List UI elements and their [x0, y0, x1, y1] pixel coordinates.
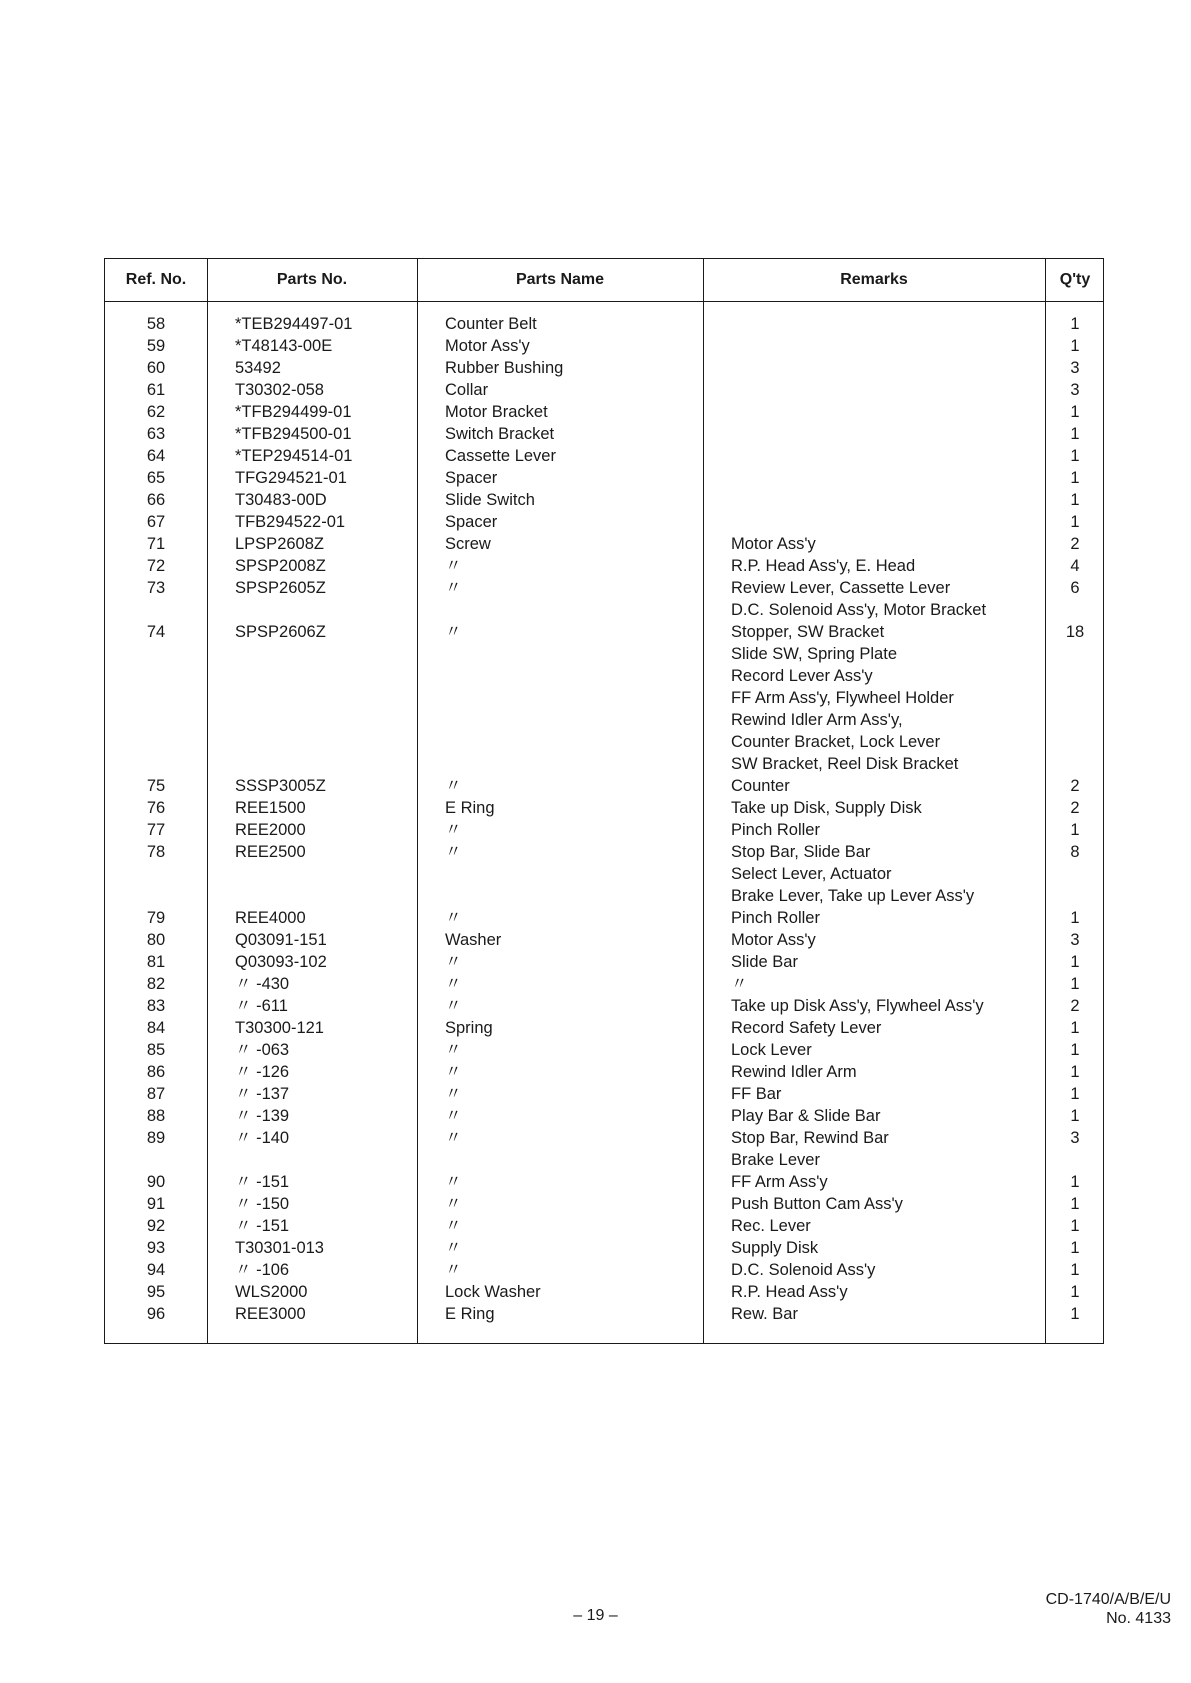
- cell-ref-no: 63: [146, 425, 166, 443]
- cell-ref-no: 90: [146, 1173, 166, 1191]
- cell-parts-name: Slide Switch: [445, 491, 535, 509]
- cell-parts-name: 〃: [445, 557, 462, 575]
- cell-ref-no: 84: [146, 1019, 166, 1037]
- cell-parts-name: Rubber Bushing: [445, 359, 564, 377]
- cell-parts-no: 〃 -063: [235, 1041, 290, 1059]
- cell-remarks: Brake Lever: [731, 1151, 820, 1169]
- cell-qty: 3: [1070, 381, 1080, 399]
- cell-parts-no: LPSP2608Z: [235, 535, 324, 553]
- cell-parts-name: 〃: [445, 909, 462, 927]
- cell-parts-no: 〃 -430: [235, 975, 290, 993]
- cell-qty: 1: [1070, 1305, 1080, 1323]
- cell-parts-no: 〃 -151: [235, 1217, 290, 1235]
- cell-ref-no: 65: [146, 469, 166, 487]
- cell-qty: 1: [1070, 1085, 1080, 1103]
- cell-parts-name: 〃: [445, 997, 462, 1015]
- cell-parts-no: T30300-121: [235, 1019, 324, 1037]
- cell-parts-no: 〃 -139: [235, 1107, 290, 1125]
- cell-qty: 2: [1070, 535, 1080, 553]
- cell-qty: 1: [1070, 1261, 1080, 1279]
- cell-remarks: Play Bar & Slide Bar: [731, 1107, 881, 1125]
- cell-qty: 1: [1070, 953, 1080, 971]
- cell-qty: 1: [1070, 315, 1080, 333]
- cell-remarks: Pinch Roller: [731, 909, 820, 927]
- cell-parts-no: Q03091-151: [235, 931, 327, 949]
- cell-parts-name: Motor Bracket: [445, 403, 548, 421]
- cell-remarks: FF Arm Ass'y, Flywheel Holder: [731, 689, 954, 707]
- cell-ref-no: 89: [146, 1129, 166, 1147]
- cell-parts-name: 〃: [445, 1195, 462, 1213]
- cell-ref-no: 96: [146, 1305, 166, 1323]
- cell-qty: 1: [1070, 1107, 1080, 1125]
- cell-parts-no: 53492: [235, 359, 281, 377]
- cell-qty: 1: [1070, 1019, 1080, 1037]
- cell-ref-no: 78: [146, 843, 166, 861]
- header-parts-no: Parts No.: [276, 271, 348, 288]
- cell-ref-no: 93: [146, 1239, 166, 1257]
- cell-parts-no: TFB294522-01: [235, 513, 346, 531]
- cell-parts-no: SPSP2606Z: [235, 623, 326, 641]
- cell-remarks: Counter: [731, 777, 790, 795]
- cell-parts-no: SPSP2008Z: [235, 557, 326, 575]
- cell-parts-name: 〃: [445, 821, 462, 839]
- cell-remarks: SW Bracket, Reel Disk Bracket: [731, 755, 959, 773]
- cell-ref-no: 67: [146, 513, 166, 531]
- cell-qty: 1: [1070, 1195, 1080, 1213]
- cell-qty: 2: [1070, 799, 1080, 817]
- cell-parts-no: 〃 -126: [235, 1063, 290, 1081]
- cell-parts-no: SPSP2605Z: [235, 579, 326, 597]
- cell-remarks: Rec. Lever: [731, 1217, 811, 1235]
- cell-ref-no: 73: [146, 579, 166, 597]
- cell-parts-no: *TEB294497-01: [235, 315, 353, 333]
- cell-ref-no: 61: [146, 381, 166, 399]
- cell-qty: 3: [1070, 931, 1080, 949]
- cell-qty: 18: [1065, 623, 1085, 641]
- cell-parts-no: *TFB294500-01: [235, 425, 352, 443]
- cell-qty: 1: [1070, 1217, 1080, 1235]
- cell-parts-name: 〃: [445, 1041, 462, 1059]
- cell-ref-no: 77: [146, 821, 166, 839]
- cell-qty: 4: [1070, 557, 1080, 575]
- cell-qty: 1: [1070, 425, 1080, 443]
- cell-parts-name: 〃: [445, 1217, 462, 1235]
- cell-parts-no: 〃 -150: [235, 1195, 290, 1213]
- cell-parts-name: 〃: [445, 1107, 462, 1125]
- cell-remarks: Rewind Idler Arm: [731, 1063, 857, 1081]
- cell-qty: 1: [1070, 975, 1080, 993]
- cell-remarks: Brake Lever, Take up Lever Ass'y: [731, 887, 975, 905]
- cell-remarks: Counter Bracket, Lock Lever: [731, 733, 941, 751]
- cell-parts-no: 〃 -611: [235, 997, 288, 1015]
- cell-ref-no: 71: [146, 535, 166, 553]
- cell-ref-no: 76: [146, 799, 166, 817]
- cell-qty: 1: [1070, 1173, 1080, 1191]
- cell-parts-name: Motor Ass'y: [445, 337, 530, 355]
- cell-parts-name: Counter Belt: [445, 315, 537, 333]
- cell-ref-no: 86: [146, 1063, 166, 1081]
- header-ref-no: Ref. No.: [125, 271, 187, 288]
- cell-parts-no: SSSP3005Z: [235, 777, 326, 795]
- cell-parts-no: REE4000: [235, 909, 306, 927]
- cell-parts-name: Switch Bracket: [445, 425, 555, 443]
- cell-qty: 1: [1070, 821, 1080, 839]
- cell-remarks: 〃: [731, 975, 748, 993]
- cell-ref-no: 88: [146, 1107, 166, 1125]
- cell-remarks: D.C. Solenoid Ass'y: [731, 1261, 876, 1279]
- parts-list-table: [104, 258, 1104, 1344]
- cell-remarks: Review Lever, Cassette Lever: [731, 579, 951, 597]
- cell-ref-no: 81: [146, 953, 166, 971]
- cell-parts-name: 〃: [445, 1261, 462, 1279]
- cell-qty: 1: [1070, 1063, 1080, 1081]
- cell-parts-name: Lock Washer: [445, 1283, 541, 1301]
- cell-ref-no: 72: [146, 557, 166, 575]
- cell-remarks: Record Lever Ass'y: [731, 667, 873, 685]
- cell-remarks: Slide SW, Spring Plate: [731, 645, 897, 663]
- cell-parts-name: 〃: [445, 1239, 462, 1257]
- cell-ref-no: 85: [146, 1041, 166, 1059]
- page-number: – 19 –: [573, 1607, 618, 1624]
- cell-parts-name: 〃: [445, 623, 462, 641]
- cell-parts-name: Spacer: [445, 513, 498, 531]
- cell-qty: 1: [1070, 403, 1080, 421]
- cell-remarks: Supply Disk: [731, 1239, 819, 1257]
- model-number: CD-1740/A/B/E/U: [1045, 1591, 1171, 1608]
- cell-ref-no: 66: [146, 491, 166, 509]
- cell-qty: 6: [1070, 579, 1080, 597]
- cell-parts-no: 〃 -140: [235, 1129, 290, 1147]
- cell-ref-no: 95: [146, 1283, 166, 1301]
- cell-parts-no: WLS2000: [235, 1283, 308, 1301]
- cell-ref-no: 82: [146, 975, 166, 993]
- cell-remarks: Stop Bar, Rewind Bar: [731, 1129, 889, 1147]
- cell-remarks: Take up Disk Ass'y, Flywheel Ass'y: [731, 997, 984, 1015]
- cell-parts-no: REE3000: [235, 1305, 306, 1323]
- header-remarks: Remarks: [840, 271, 908, 288]
- cell-ref-no: 83: [146, 997, 166, 1015]
- cell-parts-name: Cassette Lever: [445, 447, 556, 465]
- cell-parts-name: 〃: [445, 1085, 462, 1103]
- cell-parts-no: T30302-058: [235, 381, 324, 399]
- cell-qty: 1: [1070, 491, 1080, 509]
- cell-remarks: R.P. Head Ass'y, E. Head: [731, 557, 916, 575]
- cell-parts-name: 〃: [445, 1063, 462, 1081]
- cell-qty: 3: [1070, 1129, 1080, 1147]
- cell-ref-no: 59: [146, 337, 166, 355]
- cell-ref-no: 87: [146, 1085, 166, 1103]
- cell-ref-no: 62: [146, 403, 166, 421]
- cell-remarks: Slide Bar: [731, 953, 798, 971]
- cell-parts-name: 〃: [445, 1173, 462, 1191]
- cell-remarks: Stop Bar, Slide Bar: [731, 843, 871, 861]
- cell-remarks: Pinch Roller: [731, 821, 820, 839]
- cell-remarks: FF Arm Ass'y: [731, 1173, 828, 1191]
- cell-parts-name: 〃: [445, 1129, 462, 1147]
- cell-parts-name: 〃: [445, 579, 462, 597]
- cell-qty: 1: [1070, 1041, 1080, 1059]
- cell-parts-no: *T48143-00E: [235, 337, 333, 355]
- cell-ref-no: 58: [146, 315, 166, 333]
- cell-parts-name: 〃: [445, 843, 462, 861]
- cell-qty: 1: [1070, 1283, 1080, 1301]
- cell-qty: 1: [1070, 469, 1080, 487]
- cell-ref-no: 91: [146, 1195, 166, 1213]
- cell-remarks: Take up Disk, Supply Disk: [731, 799, 922, 817]
- cell-parts-no: *TEP294514-01: [235, 447, 353, 465]
- cell-ref-no: 92: [146, 1217, 166, 1235]
- cell-parts-no: REE2000: [235, 821, 306, 839]
- cell-remarks: D.C. Solenoid Ass'y, Motor Bracket: [731, 601, 987, 619]
- cell-remarks: Rew. Bar: [731, 1305, 798, 1323]
- cell-parts-name: Screw: [445, 535, 491, 553]
- cell-qty: 1: [1070, 447, 1080, 465]
- cell-ref-no: 94: [146, 1261, 166, 1279]
- cell-remarks: Push Button Cam Ass'y: [731, 1195, 903, 1213]
- cell-parts-name: Collar: [445, 381, 489, 399]
- cell-remarks: Lock Lever: [731, 1041, 812, 1059]
- cell-ref-no: 75: [146, 777, 166, 795]
- cell-parts-no: *TFB294499-01: [235, 403, 352, 421]
- cell-parts-name: Washer: [445, 931, 502, 949]
- cell-qty: 2: [1070, 997, 1080, 1015]
- cell-qty: 1: [1070, 513, 1080, 531]
- cell-qty: 1: [1070, 1239, 1080, 1257]
- document-id: [1046, 1590, 1171, 1628]
- cell-parts-no: 〃 -151: [235, 1173, 290, 1191]
- cell-ref-no: 64: [146, 447, 166, 465]
- cell-qty: 2: [1070, 777, 1080, 795]
- header-parts-name: Parts Name: [515, 271, 605, 288]
- cell-remarks: Record Safety Lever: [731, 1019, 882, 1037]
- cell-parts-name: Spring: [445, 1019, 493, 1037]
- cell-remarks: Rewind Idler Arm Ass'y,: [731, 711, 903, 729]
- cell-qty: 3: [1070, 359, 1080, 377]
- cell-parts-name: Spacer: [445, 469, 498, 487]
- cell-parts-name: E Ring: [445, 799, 495, 817]
- cell-parts-no: 〃 -106: [235, 1261, 290, 1279]
- cell-remarks: Motor Ass'y: [731, 535, 816, 553]
- table-body: [105, 301, 1103, 1343]
- cell-parts-no: Q03093-102: [235, 953, 327, 971]
- cell-remarks: FF Bar: [731, 1085, 782, 1103]
- cell-parts-name: E Ring: [445, 1305, 495, 1323]
- cell-ref-no: 79: [146, 909, 166, 927]
- cell-parts-no: T30483-00D: [235, 491, 327, 509]
- cell-parts-name: 〃: [445, 975, 462, 993]
- cell-parts-name: 〃: [445, 777, 462, 795]
- header-qty: Q'ty: [1059, 271, 1091, 288]
- cell-parts-no: REE1500: [235, 799, 306, 817]
- cell-remarks: Select Lever, Actuator: [731, 865, 892, 883]
- cell-qty: 1: [1070, 337, 1080, 355]
- cell-ref-no: 60: [146, 359, 166, 377]
- cell-qty: 8: [1070, 843, 1080, 861]
- doc-number: No. 4133: [1106, 1610, 1171, 1627]
- cell-parts-no: T30301-013: [235, 1239, 324, 1257]
- cell-ref-no: 80: [146, 931, 166, 949]
- cell-parts-name: 〃: [445, 953, 462, 971]
- cell-parts-no: TFG294521-01: [235, 469, 347, 487]
- cell-qty: 1: [1070, 909, 1080, 927]
- cell-remarks: R.P. Head Ass'y: [731, 1283, 848, 1301]
- cell-remarks: Motor Ass'y: [731, 931, 816, 949]
- cell-parts-no: 〃 -137: [235, 1085, 290, 1103]
- cell-remarks: Stopper, SW Bracket: [731, 623, 885, 641]
- cell-ref-no: 74: [146, 623, 166, 641]
- cell-parts-no: REE2500: [235, 843, 306, 861]
